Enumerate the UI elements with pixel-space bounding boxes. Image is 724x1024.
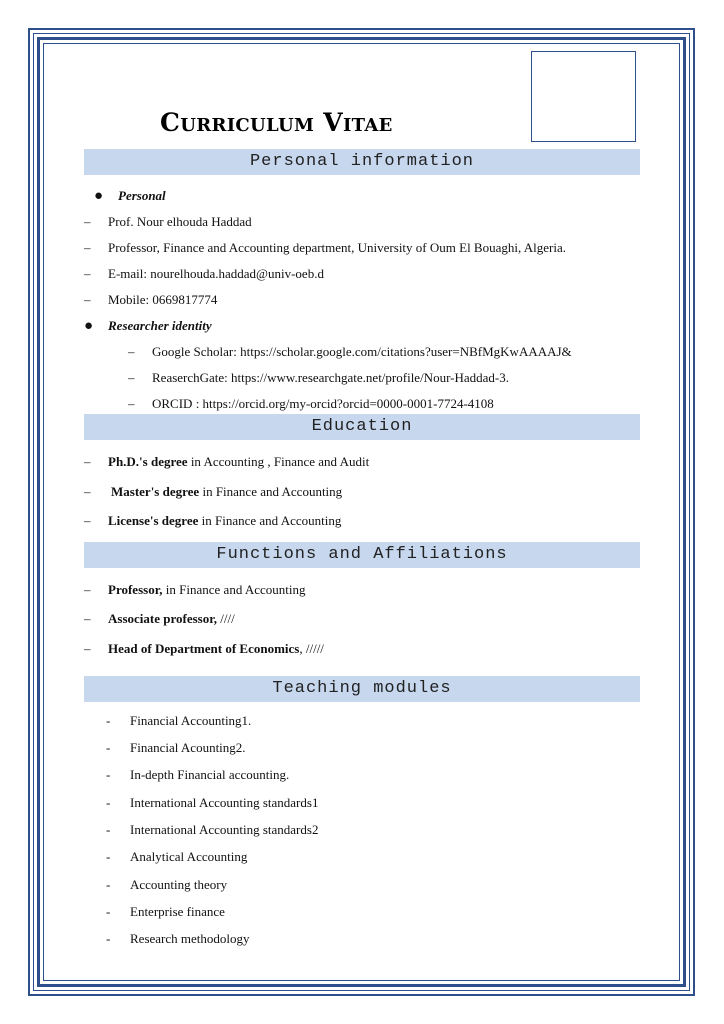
section-personal-information: Personal information — [84, 149, 640, 175]
dash-marker: – — [128, 344, 135, 359]
section-teaching-modules: Teaching modules — [84, 676, 640, 702]
dash-marker: – — [84, 240, 91, 255]
section-education: Education — [84, 414, 640, 440]
dash-marker: – — [84, 454, 91, 469]
dash-marker: – — [128, 370, 135, 385]
cv-title: Curriculum Vitae — [160, 108, 393, 137]
dash-marker: – — [84, 611, 91, 626]
dash-marker: – — [84, 641, 91, 656]
section-functions-affiliations: Functions and Affiliations — [84, 542, 640, 568]
page-border-inner — [43, 43, 680, 981]
dash-marker: – — [84, 484, 91, 499]
photo-placeholder — [531, 51, 636, 142]
dash-marker: – — [84, 266, 91, 281]
dash-marker: – — [84, 582, 91, 597]
dash-marker: – — [84, 214, 91, 229]
bullet-marker: ● — [94, 188, 104, 204]
bullet-marker: ● — [84, 318, 94, 334]
dash-marker: – — [84, 513, 91, 528]
dash-marker: – — [128, 396, 135, 411]
dash-marker: – — [84, 292, 91, 307]
